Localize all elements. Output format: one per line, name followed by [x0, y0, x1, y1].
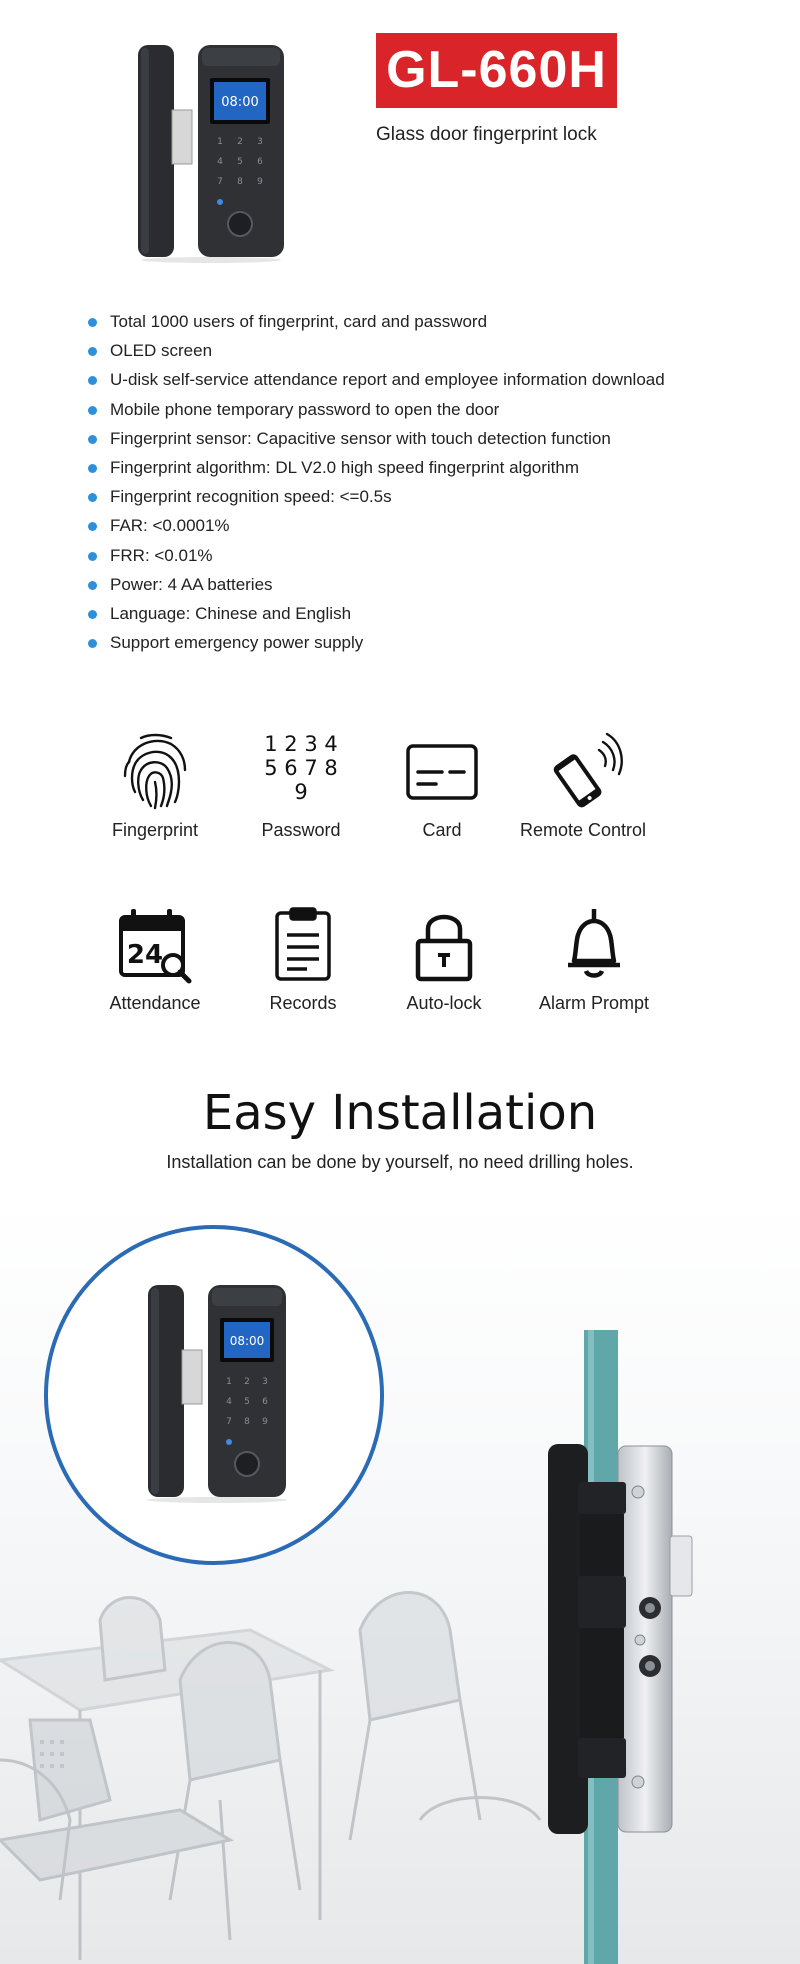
- svg-text:4: 4: [226, 1397, 232, 1407]
- list-item: Mobile phone temporary password to open the door: [88, 396, 768, 425]
- list-item: U-disk self-service attendance report and employee information download: [88, 366, 768, 395]
- function-attendance: [80, 905, 230, 1014]
- product-header: [0, 0, 800, 290]
- function-label: Alarm Prompt: [538, 993, 650, 1013]
- function-label: Password: [261, 820, 341, 840]
- lock-product-image: [136, 40, 286, 265]
- feature-list: [88, 308, 768, 658]
- function-card: [367, 732, 517, 841]
- svg-text:6: 6: [262, 1397, 268, 1407]
- bullet-icon: [88, 639, 97, 648]
- function-remote-control: [508, 732, 658, 841]
- padlock-icon: [404, 905, 484, 985]
- svg-text:4: 4: [217, 157, 223, 167]
- card-icon: [402, 732, 482, 812]
- bullet-icon: [88, 435, 97, 444]
- list-item: Language: Chinese and English: [88, 600, 768, 629]
- function-label: Remote Control: [519, 820, 647, 840]
- model-badge: GL-660H: [376, 33, 617, 108]
- bullet-icon: [88, 376, 97, 385]
- list-item: Fingerprint recognition speed: <=0.5s: [88, 483, 768, 512]
- svg-text:8: 8: [237, 177, 243, 187]
- function-label: Attendance: [109, 993, 201, 1013]
- document-icon: [263, 905, 343, 985]
- list-item: FAR: <0.0001%: [88, 512, 768, 541]
- list-item: Fingerprint algorithm: DL V2.0 high speed fingerprint algorithm: [88, 454, 768, 483]
- installation-subtitle: Installation can be done by yourself, no need drilling holes.: [166, 1152, 634, 1172]
- list-item: FRR: <0.01%: [88, 542, 768, 571]
- svg-text:2: 2: [244, 1377, 250, 1387]
- svg-text:2: 2: [237, 137, 243, 147]
- function-label: Auto-lock: [406, 993, 482, 1013]
- function-fingerprint: [80, 732, 230, 841]
- fingerprint-icon: [115, 732, 195, 812]
- bullet-icon: [88, 493, 97, 502]
- svg-text:24: 24: [126, 940, 164, 970]
- svg-text:08:00: 08:00: [221, 95, 259, 110]
- calendar-search-icon: [115, 905, 195, 985]
- svg-text:5: 5: [244, 1397, 250, 1407]
- function-alarm-prompt: [519, 905, 669, 1014]
- svg-text:5: 5: [237, 157, 243, 167]
- function-records: [228, 905, 378, 1014]
- list-item: Power: 4 AA batteries: [88, 571, 768, 600]
- svg-text:3: 3: [257, 137, 263, 147]
- list-item: Fingerprint sensor: Capacitive sensor with touch detection function: [88, 425, 768, 454]
- svg-text:1: 1: [217, 137, 223, 147]
- keypad-icon: 1 2 3 4 5 6 7 8 9: [264, 732, 338, 804]
- bullet-icon: [88, 347, 97, 356]
- svg-text:1: 1: [226, 1377, 232, 1387]
- function-label: Fingerprint: [111, 820, 199, 840]
- installation-title: Easy Installation: [202, 1085, 598, 1141]
- product-subtitle: Glass door fingerprint lock: [376, 124, 597, 145]
- function-auto-lock: [369, 905, 519, 1014]
- list-item: OLED screen: [88, 337, 768, 366]
- svg-text:9: 9: [257, 177, 263, 187]
- svg-text:08:00: 08:00: [229, 1334, 265, 1348]
- svg-text:3: 3: [262, 1377, 268, 1387]
- svg-text:7: 7: [226, 1417, 232, 1427]
- function-password: [226, 732, 376, 841]
- bell-icon: [554, 905, 634, 985]
- bullet-icon: [88, 318, 97, 327]
- function-label: Records: [269, 993, 337, 1013]
- list-item: Support emergency power supply: [88, 629, 768, 658]
- bullet-icon: [88, 522, 97, 531]
- function-label: Card: [422, 820, 462, 840]
- bullet-icon: [88, 464, 97, 473]
- bullet-icon: [88, 552, 97, 561]
- bullet-icon: [88, 406, 97, 415]
- svg-text:6: 6: [257, 157, 263, 167]
- bullet-icon: [88, 581, 97, 590]
- bullet-icon: [88, 610, 97, 619]
- phone-remote-icon: [543, 732, 623, 812]
- svg-text:8: 8: [244, 1417, 250, 1427]
- list-item: Total 1000 users of fingerprint, card and password: [88, 308, 768, 337]
- svg-text:7: 7: [217, 177, 223, 187]
- installation-scene-image: [0, 1200, 800, 1964]
- svg-text:9: 9: [262, 1417, 268, 1427]
